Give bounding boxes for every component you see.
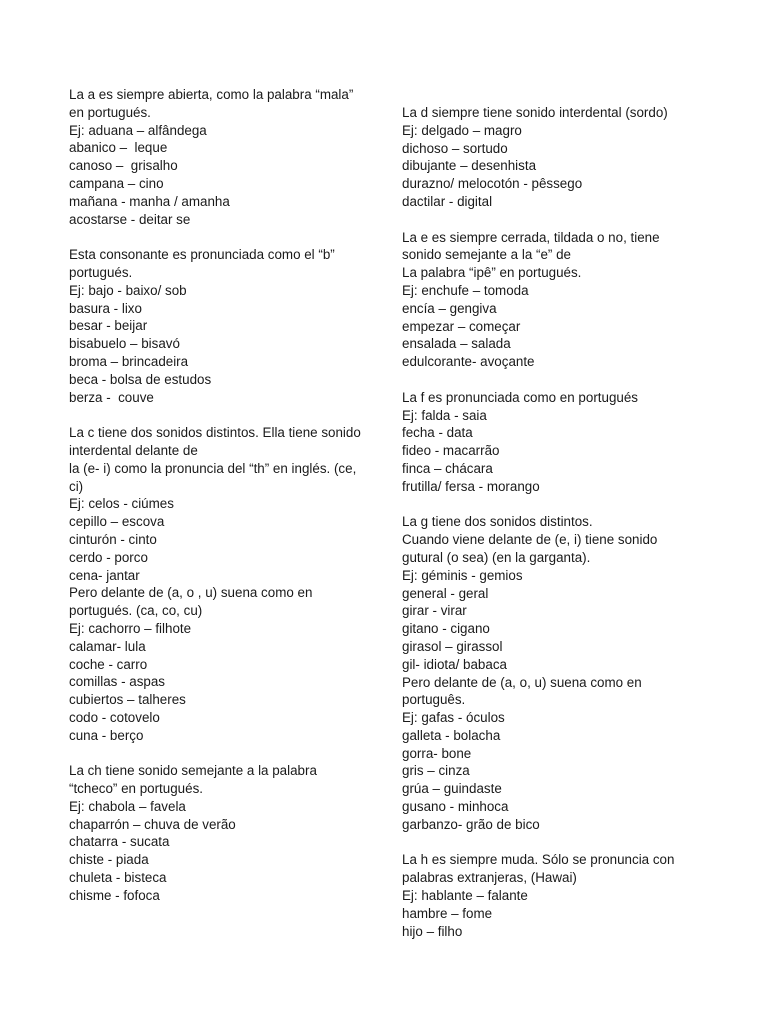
text-line: La h es siempre muda. Sólo se pronuncia con	[402, 852, 675, 868]
text-line: coche - carro	[69, 656, 148, 672]
text-line: Esta consonante es pronunciada como el “b”	[69, 247, 335, 263]
text-line: berza - couve	[69, 389, 154, 405]
text-line: galleta - bolacha	[402, 727, 501, 743]
text-line: português.	[402, 692, 466, 708]
text-line: Ej: falda - saia	[402, 407, 487, 423]
text-line: frutilla/ fersa - morango	[402, 478, 540, 494]
text-line: La f es pronunciada como en portugués	[402, 389, 638, 405]
text-line: cubiertos – talheres	[69, 692, 186, 708]
text-line: Ej: celos - ciúmes	[69, 496, 174, 512]
section-letter-g	[402, 513, 702, 833]
text-line: encía – gengiva	[402, 300, 497, 316]
section-letter-h	[402, 851, 702, 940]
text-line: cuna - berço	[69, 727, 144, 743]
text-line: basura - lixo	[69, 300, 142, 316]
text-line: chisme - fofoca	[69, 887, 160, 903]
text-line: cena- jantar	[69, 567, 140, 583]
text-line: codo - cotovelo	[69, 709, 160, 725]
text-line: canoso – grisalho	[69, 158, 178, 174]
text-line: La ch tiene sonido semejante a la palabra	[69, 763, 317, 779]
text-line: en portugués.	[69, 104, 151, 120]
text-line: comillas - aspas	[69, 674, 165, 690]
left-column	[69, 86, 387, 922]
section-letter-d	[402, 104, 702, 211]
text-line: cerdo - porco	[69, 549, 148, 565]
text-line: broma – brincadeira	[69, 353, 189, 369]
text-line: Ej: chabola – favela	[69, 798, 186, 814]
text-line: Ej: bajo - baixo/ sob	[69, 282, 187, 298]
text-line: La a es siempre abierta, como la palabra “mala”	[69, 87, 354, 102]
text-line: gorra- bone	[402, 745, 472, 761]
text-line: La palabra “ipê” en portugués.	[402, 265, 582, 281]
text-line: La c tiene dos sonidos distintos. Ella tiene sonido	[69, 425, 361, 441]
text-line: girasol – girassol	[402, 638, 503, 654]
text-line: chatarra - sucata	[69, 834, 170, 850]
text-line: acostarse - deitar se	[69, 211, 191, 227]
text-line: Ej: aduana – alfândega	[69, 122, 207, 138]
section-letter-e	[402, 229, 702, 371]
text-line: ci)	[69, 478, 84, 494]
text-line: chaparrón – chuva de verão	[69, 816, 236, 832]
text-line: Pero delante de (a, o, u) suena como en	[402, 674, 642, 690]
text-line: garbanzo- grão de bico	[402, 816, 540, 832]
text-line: Pero delante de (a, o , u) suena como en	[69, 585, 313, 601]
text-line: Ej: géminis - gemios	[402, 567, 523, 583]
text-line: Ej: cachorro – filhote	[69, 620, 192, 636]
section-letter-b	[69, 246, 387, 406]
section-letter-f	[402, 389, 702, 496]
text-line: chuleta - bisteca	[69, 870, 167, 886]
section-letter-ch	[69, 762, 387, 904]
text-line: la (e- i) como la pronuncia del “th” en inglés. (ce,	[69, 460, 357, 476]
text-line: hijo – filho	[402, 923, 463, 939]
text-line: La d siempre tiene sonido interdental (sordo)	[402, 105, 668, 120]
text-line: dibujante – desenhista	[402, 158, 537, 174]
text-line: palabras extranjeras, (Hawai)	[402, 870, 577, 886]
text-line: “tcheco” en portugués.	[69, 781, 203, 797]
text-line: girar - virar	[402, 603, 467, 619]
text-line: Ej: gafas - óculos	[402, 710, 505, 726]
text-line: edulcorante- avoçante	[402, 354, 535, 370]
text-line: sonido semejante a la “e” de	[402, 247, 571, 263]
text-line: dichoso – sortudo	[402, 140, 508, 156]
text-line: gusano - minhoca	[402, 799, 509, 815]
text-line: besar - beijar	[69, 318, 148, 334]
text-line: cinturón - cinto	[69, 531, 157, 547]
text-line: general - geral	[402, 585, 489, 601]
text-line: Ej: enchufe – tomoda	[402, 282, 529, 298]
text-line: campana – cino	[69, 175, 164, 191]
text-line: Ej: hablante – falante	[402, 888, 528, 904]
text-line: ensalada – salada	[402, 336, 511, 352]
section-letter-a	[69, 86, 387, 228]
text-line: bisabuelo – bisavó	[69, 336, 180, 352]
text-line: calamar- lula	[69, 638, 146, 654]
text-line: gitano - cigano	[402, 621, 490, 637]
text-line: grúa – guindaste	[402, 781, 502, 797]
text-line: La g tiene dos sonidos distintos.	[402, 514, 593, 530]
text-line: gutural (o sea) (en la garganta).	[402, 549, 591, 565]
text-line: mañana - manha / amanha	[69, 193, 230, 209]
text-line: chiste - piada	[69, 852, 149, 868]
section-letter-c	[69, 424, 387, 744]
text-line: Ej: delgado – magro	[402, 122, 522, 138]
text-line: empezar – começar	[402, 318, 521, 334]
text-line: portugués. (ca, co, cu)	[69, 603, 203, 619]
text-line: gil- idiota/ babaca	[402, 656, 507, 672]
text-line: interdental delante de	[69, 442, 198, 458]
text-line: La e es siempre cerrada, tildada o no, tiene	[402, 229, 660, 245]
text-line: beca - bolsa de estudos	[69, 371, 212, 387]
text-line: hambre – fome	[402, 905, 493, 921]
text-line: dactilar - digital	[402, 193, 493, 209]
text-line: portugués.	[69, 264, 133, 280]
right-column	[402, 104, 702, 958]
text-line: fideo - macarrão	[402, 443, 500, 459]
text-line: Cuando viene delante de (e, i) tiene sonido	[402, 532, 658, 548]
text-line: abanico – leque	[69, 140, 168, 156]
text-line: gris – cinza	[402, 763, 470, 779]
text-line: cepillo – escova	[69, 514, 165, 530]
text-line: finca – chácara	[402, 460, 493, 476]
text-line: fecha - data	[402, 425, 473, 441]
text-line: durazno/ melocotón - pêssego	[402, 176, 583, 192]
